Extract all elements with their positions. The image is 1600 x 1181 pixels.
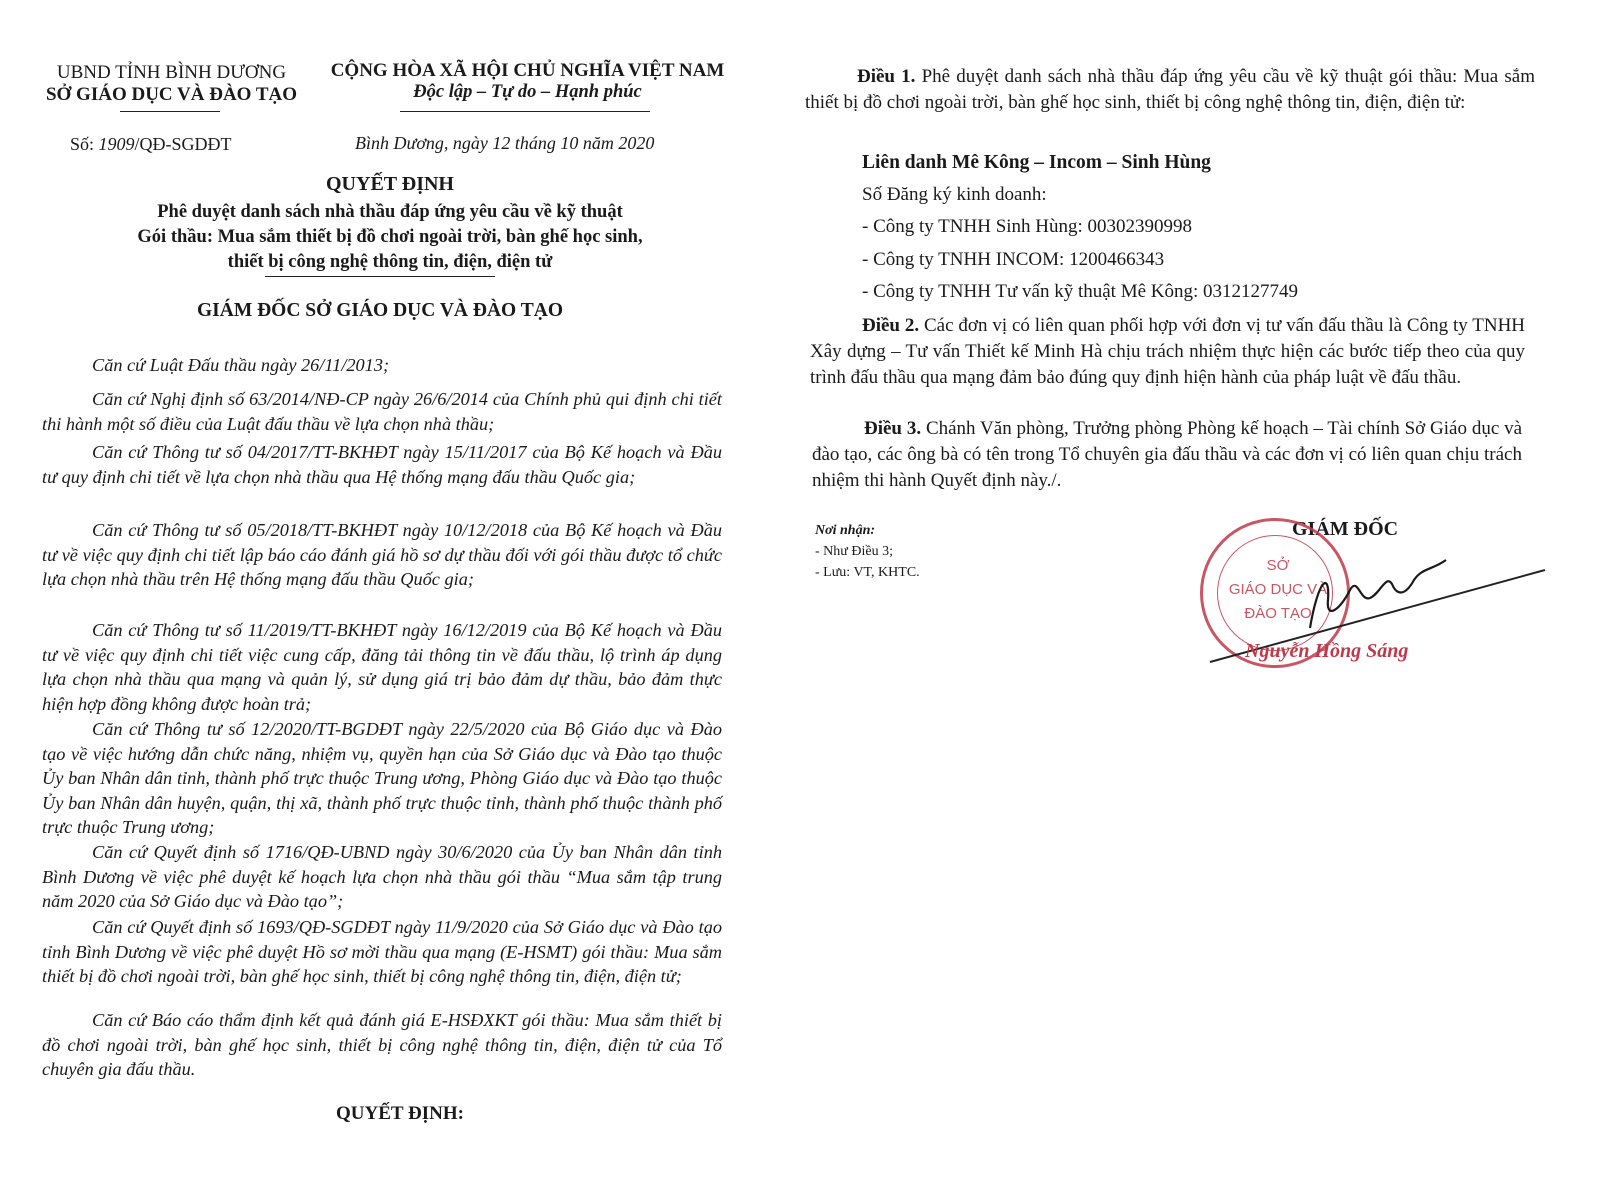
title-subject: [0, 200, 780, 275]
company-3: - Công ty TNHH Tư vấn kỹ thuật Mê Kông: 0312127749: [862, 281, 1299, 302]
article-2: [810, 313, 1525, 391]
article-3-label: Điều 3.: [864, 418, 922, 439]
subject-line-1: Phê duyệt danh sách nhà thầu đáp ứng yêu cầu về kỹ thuật: [157, 202, 623, 222]
legal-basis-5: Căn cứ Thông tư số 11/2019/TT-BKHĐT ngày 16/12/2019 của Bộ Kế hoạch và Đầu tư về việc quy định chi tiết việc cung cấp, đăng tải thông tin về đấu thầu, lộ trình áp dụng lựa chọn nhà thầu qua mạng và quản lý, sử dụng giá trị bảo đảm dự thầu, bảo đảm thực hiện hợp đồng không được hoàn trả;: [42, 620, 722, 714]
document-title: QUYẾT ĐỊNH: [326, 173, 454, 195]
subject-line-2: Gói thầu: Mua sắm thiết bị đồ chơi ngoài trời, bàn ghế học sinh,: [137, 227, 643, 247]
seal-text-line-1: SỞ: [1266, 557, 1290, 574]
signer-name: Nguyễn Hồng Sáng: [1245, 640, 1409, 662]
national-header: [315, 60, 740, 103]
seal-text-line-2: GIÁO DỤC VÀ: [1228, 581, 1328, 598]
legal-basis-7: Căn cứ Quyết định số 1716/QĐ-UBND ngày 30/6/2020 của Ủy ban Nhân dân tỉnh Bình Dương về việc phê duyệt kế hoạch lựa chọn nhà thầu gói thầu “Mua sắm tập trung năm 2020 của Sở Giáo dục và Đào tạo”;: [42, 842, 722, 911]
province-name: UBND TỈNH BÌNH DƯƠNG: [56, 62, 287, 83]
subject-line-3: thiết bị công nghệ thông tin, điện, điện tử: [227, 252, 553, 272]
signer-title: GIÁM ĐỐC: [1292, 518, 1399, 540]
article-2-label: Điều 2.: [862, 315, 920, 336]
document-number: Số: 1909/QĐ-SGDĐT: [70, 134, 232, 154]
business-reg-label: Số Đăng ký kinh doanh:: [862, 184, 1047, 205]
place-date: Bình Dương, ngày 12 tháng 10 năm 2020: [355, 133, 655, 153]
recipients-block: [815, 520, 920, 583]
decision-heading: QUYẾT ĐỊNH:: [336, 1103, 464, 1124]
article-3: [812, 416, 1522, 494]
legal-basis-8: Căn cứ Quyết định số 1693/QĐ-SGDĐT ngày 11/9/2020 của Sở Giáo dục và Đào tạo tỉnh Bình Dương về việc phê duyệt Hồ sơ mời thầu qua mạng (E-HSMT) gói thầu: Mua sắm thiết bị đồ chơi ngoài trời, bàn ghế học sinh, thiết bị công nghệ thông tin, điện, điện tử;: [42, 917, 722, 986]
right-page: [800, 0, 1600, 1181]
title-underline: [265, 276, 495, 277]
recipients-label: Nơi nhận:: [815, 523, 876, 538]
national-motto: Độc lập – Tự do – Hạnh phúc: [413, 82, 642, 102]
recipient-item: - Như Điều 3;: [815, 544, 893, 559]
article-1-text: Phê duyệt danh sách nhà thầu đáp ứng yêu cầu về kỹ thuật gói thầu: Mua sắm thiết bị đồ chơi ngoài trời, bàn ghế học sinh, thiết bị công nghệ thông tin, điện, điện tử:: [805, 66, 1535, 113]
seal-text-line-3: ĐÀO TẠO: [1244, 605, 1312, 622]
agency-name: SỞ GIÁO DỤC VÀ ĐÀO TẠO: [45, 84, 298, 105]
legal-basis-1: Căn cứ Luật Đấu thầu ngày 26/11/2013;: [92, 355, 390, 375]
country-name: CỘNG HÒA XÃ HỘI CHỦ NGHĨA VIỆT NAM: [330, 60, 725, 81]
legal-basis-3: Căn cứ Thông tư số 04/2017/TT-BKHĐT ngày 15/11/2017 của Bộ Kế hoạch và Đầu tư quy định chi tiết về lựa chọn nhà thầu qua Hệ thống mạng đấu thầu Quốc gia;: [42, 442, 722, 487]
issuer-heading: GIÁM ĐỐC SỞ GIÁO DỤC VÀ ĐÀO TẠO: [196, 300, 563, 321]
legal-basis-9: Căn cứ Báo cáo thẩm định kết quả đánh giá E-HSĐXKT gói thầu: Mua sắm thiết bị đồ chơi ngoài trời, bàn ghế học sinh, thiết bị công nghệ thông tin, điện, điện tử của Tổ chuyên gia đấu thầu.: [42, 1010, 722, 1079]
legal-basis-4: Căn cứ Thông tư số 05/2018/TT-BKHĐT ngày 10/12/2018 của Bộ Kế hoạch và Đầu tư về việc quy định chi tiết lập báo cáo đánh giá hồ sơ dự thầu đối với gói thầu được tổ chức lựa chọn nhà thầu trên Hệ thống mạng đấu thầu Quốc gia;: [42, 520, 722, 589]
article-3-text: Chánh Văn phòng, Trưởng phòng Phòng kế hoạch – Tài chính Sở Giáo dục và đào tạo, các ông bà có tên trong Tổ chuyên gia đấu thầu và các đơn vị có liên quan chịu trách nhiệm thi hành Quyết định này./.: [812, 418, 1523, 491]
recipient-item: - Lưu: VT, KHTC.: [815, 565, 920, 580]
left-page: [0, 0, 780, 1181]
agency-underline: [120, 111, 220, 112]
article-1-label: Điều 1.: [857, 66, 916, 87]
company-2: - Công ty TNHH INCOM: 1200466343: [862, 249, 1165, 270]
issuing-agency: [34, 62, 309, 106]
company-1: - Công ty TNHH Sinh Hùng: 00302390998: [862, 216, 1193, 237]
legal-basis-2: Căn cứ Nghị định số 63/2014/NĐ-CP ngày 26/6/2014 của Chính phủ qui định chi tiết thi hành một số điều của Luật đấu thầu về lựa chọn nhà thầu;: [42, 389, 722, 434]
legal-basis-6: Căn cứ Thông tư số 12/2020/TT-BGDĐT ngày 22/5/2020 của Bộ Giáo dục và Đào tạo về việc hướng dẫn chức năng, nhiệm vụ, quyền hạn của Sở Giáo dục và Đào tạo thuộc Ủy ban Nhân dân tỉnh, thành phố trực thuộc Trung ương, Phòng Giáo dục và Đào tạo thuộc Ủy ban Nhân dân huyện, quận, thị xã, thành phố trực thuộc tỉnh, thành phố thuộc thành phố trực thuộc Trung ương;: [42, 719, 722, 837]
article-2-text: Các đơn vị có liên quan phối hợp với đơn vị tư vấn đấu thầu là Công ty TNHH Xây dựng – Tư vấn Thiết kế Minh Hà chịu trách nhiệm thực hiện các bước tiếp theo của quy trình đấu thầu qua mạng đảm bảo đúng quy định hiện hành của pháp luật về đấu thầu.: [810, 315, 1526, 388]
motto-underline: [400, 111, 650, 112]
consortium-name: Liên danh Mê Kông – Incom – Sinh Hùng: [862, 152, 1211, 173]
article-1: [805, 64, 1535, 116]
